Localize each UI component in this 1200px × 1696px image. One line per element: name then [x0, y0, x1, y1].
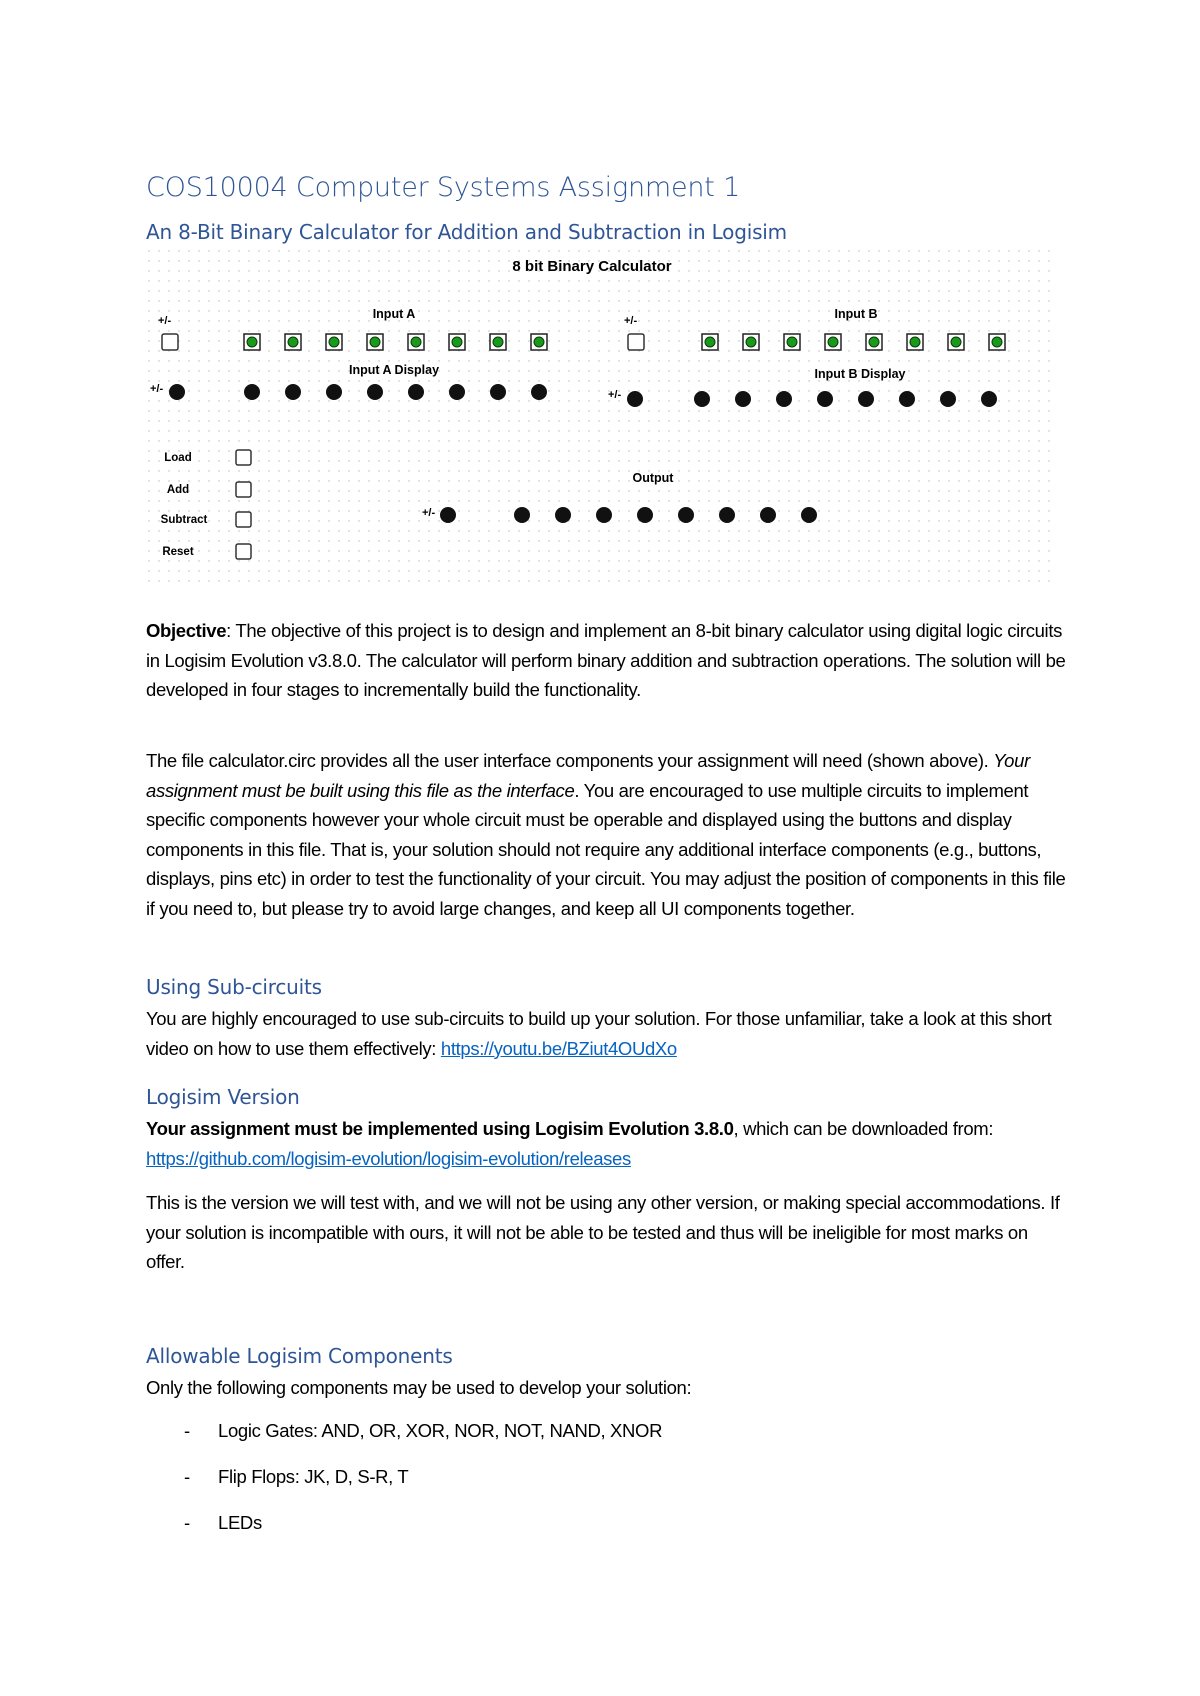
led — [858, 391, 874, 407]
led — [801, 507, 817, 523]
subcircuits-paragraph — [146, 1004, 1066, 1063]
input-a-sign-label: +/- — [158, 315, 172, 327]
led — [244, 384, 260, 400]
circuit-grid — [146, 248, 1058, 588]
led — [760, 507, 776, 523]
input-a-display-label: Input A Display — [348, 363, 440, 377]
input-b-sign-label: +/- — [624, 315, 638, 327]
subcircuits-text: You are highly encouraged to use sub-circuits to build up your solution. For those unfamiliar, take a look at this short video on how to use them effectively: — [146, 1008, 1052, 1059]
led — [776, 391, 792, 407]
list-item-text: Logic Gates: AND, OR, XOR, NOR, NOT, NAND, XNOR — [218, 1420, 663, 1441]
led — [531, 384, 547, 400]
input-pin[interactable] — [326, 334, 342, 350]
circuit-diagram — [146, 248, 1058, 588]
input-a-display-sign-led — [169, 384, 185, 400]
led — [981, 391, 997, 407]
input-a-sign-button[interactable] — [162, 334, 178, 350]
objective-label: Objective — [146, 620, 227, 641]
led — [555, 507, 571, 523]
version-text: , which can be downloaded from: — [733, 1118, 994, 1139]
input-pin-dot[interactable] — [992, 337, 1002, 347]
control-button-reset[interactable] — [236, 544, 251, 559]
led — [719, 507, 735, 523]
input-pin-dot[interactable] — [493, 337, 503, 347]
input-b-display-label: Input B Display — [814, 367, 906, 381]
input-b-label: Input B — [834, 307, 878, 321]
input-pin[interactable] — [285, 334, 301, 350]
components-intro-text: Only the following components may be used to develop your solution: — [146, 1377, 692, 1398]
objective-text: : The objective of this project is to design and implement an 8-bit binary calculator using digital logic circuits in Logisim Evolution v3.8.0. The calculator will perform binary addition and subtraction operations. The solution will be developed in four stages to incrementally build the functionality. — [146, 620, 1066, 700]
led — [367, 384, 383, 400]
input-pin-dot[interactable] — [746, 337, 756, 347]
output-sign-led — [440, 507, 456, 523]
list-item — [146, 1420, 662, 1442]
components-intro — [146, 1373, 1066, 1403]
version-paragraph — [146, 1114, 1066, 1173]
input-pin-dot[interactable] — [411, 337, 421, 347]
version-heading: Logisim Version — [146, 1085, 300, 1109]
input-pin[interactable] — [825, 334, 841, 350]
interface-emphasis: Your assignment must be built using this file as the interface — [146, 750, 1030, 801]
components-heading: Allowable Logisim Components — [146, 1344, 453, 1368]
input-pin-dot[interactable] — [828, 337, 838, 347]
control-button-add[interactable] — [236, 482, 251, 497]
version-bold-text: Your assignment must be implemented using Logisim Evolution 3.8.0 — [146, 1118, 734, 1139]
led — [678, 507, 694, 523]
control-button-label: Add — [166, 484, 190, 496]
document-subtitle: An 8-Bit Binary Calculator for Addition and Subtraction in Logisim — [146, 220, 787, 244]
version-paragraph-2 — [146, 1188, 1066, 1277]
input-b-display-sign-label: +/- — [608, 389, 622, 401]
input-pin-dot[interactable] — [329, 337, 339, 347]
led — [490, 384, 506, 400]
list-item — [146, 1512, 262, 1534]
led — [514, 507, 530, 523]
version-paragraph-2-text: This is the version we will test with, and we will not be using any other version, or making special accommodations. If your solution is incompatible with ours, it will not be able to be tested and thus will be ineligible for most marks on offer. — [146, 1192, 1060, 1272]
interface-paragraph — [146, 746, 1066, 923]
control-button-label: Subtract — [160, 514, 208, 526]
input-pin-dot[interactable] — [951, 337, 961, 347]
control-button-label: Reset — [162, 546, 194, 558]
input-b-sign-button[interactable] — [628, 334, 644, 350]
control-button-load[interactable] — [236, 450, 251, 465]
input-pin-dot[interactable] — [705, 337, 715, 347]
output-sign-label: +/- — [422, 507, 436, 519]
output-label: Output — [632, 471, 674, 485]
input-pin[interactable] — [490, 334, 506, 350]
input-b-display-sign-led — [627, 391, 643, 407]
input-pin-dot[interactable] — [869, 337, 879, 347]
led — [596, 507, 612, 523]
led — [326, 384, 342, 400]
input-pin[interactable] — [948, 334, 964, 350]
input-pin-dot[interactable] — [910, 337, 920, 347]
input-pin[interactable] — [244, 334, 260, 350]
input-pin-dot[interactable] — [247, 337, 257, 347]
input-pin[interactable] — [367, 334, 383, 350]
led — [408, 384, 424, 400]
input-pin[interactable] — [743, 334, 759, 350]
input-pin[interactable] — [866, 334, 882, 350]
input-a-label: Input A — [372, 307, 416, 321]
input-pin-dot[interactable] — [288, 337, 298, 347]
circuit-title: 8 bit Binary Calculator — [512, 258, 672, 275]
list-item — [146, 1466, 408, 1488]
list-item-text: Flip Flops: JK, D, S-R, T — [218, 1466, 409, 1487]
led — [449, 384, 465, 400]
bullet-dash: - — [184, 1420, 190, 1441]
bullet-dash: - — [184, 1512, 190, 1533]
led — [899, 391, 915, 407]
input-pin-dot[interactable] — [534, 337, 544, 347]
github-releases-link[interactable]: https://github.com/logisim-evolution/logisim-evolution/releases — [146, 1147, 631, 1169]
input-pin[interactable] — [989, 334, 1005, 350]
control-button-label: Load — [164, 452, 192, 464]
interface-text-2: . You are encouraged to use multiple circuits to implement specific components however your whole circuit must be operable and displayed using the buttons and display components in this file. That is, your solution should not require any additional interface components (e.g., buttons, displays, pins etc) in order to test the functionality of your circuit. You may adjust the position of components in this file if you need to, but please try to avoid large changes, and keep all UI components together. — [146, 779, 1066, 919]
input-pin-dot[interactable] — [787, 337, 797, 347]
led — [694, 391, 710, 407]
input-pin[interactable] — [784, 334, 800, 350]
list-item-text: LEDs — [218, 1512, 262, 1533]
input-pin[interactable] — [531, 334, 547, 350]
led — [637, 507, 653, 523]
video-link[interactable]: https://youtu.be/BZiut4OUdXo — [440, 1037, 677, 1059]
input-pin[interactable] — [408, 334, 424, 350]
interface-text-1: The file calculator.circ provides all the user interface components your assignment will need (shown above). — [146, 750, 994, 771]
control-button-subtract[interactable] — [236, 512, 251, 527]
led — [285, 384, 301, 400]
document-title: COS10004 Computer Systems Assignment 1 — [146, 172, 741, 203]
bullet-dash: - — [184, 1466, 190, 1487]
input-pin[interactable] — [702, 334, 718, 350]
input-pin-dot[interactable] — [370, 337, 380, 347]
subcircuits-heading: Using Sub-circuits — [146, 975, 322, 999]
input-pin-dot[interactable] — [452, 337, 462, 347]
input-pin[interactable] — [907, 334, 923, 350]
objective-paragraph — [146, 616, 1066, 705]
led — [735, 391, 751, 407]
led — [817, 391, 833, 407]
led — [940, 391, 956, 407]
input-a-display-sign-label: +/- — [150, 383, 164, 395]
input-pin[interactable] — [449, 334, 465, 350]
